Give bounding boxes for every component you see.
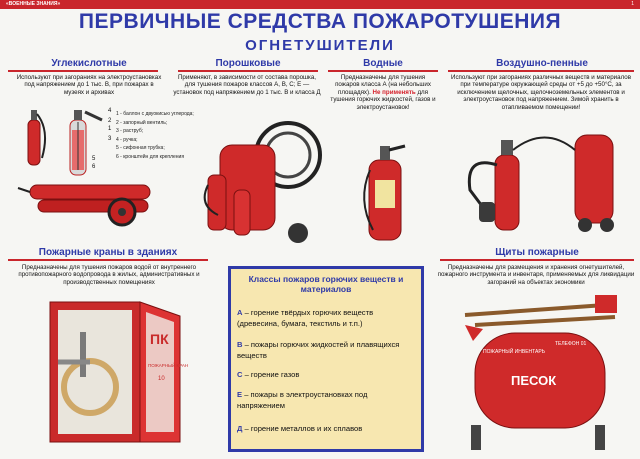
legend-text: – пожары горючих жидкостей и плавящихся веществ bbox=[237, 340, 400, 360]
section-text-co2: Используют при загораниях на электроустановках под напряжением до 1 тыс. В, при пожарах в музеях и архивах bbox=[16, 74, 162, 96]
box-sub: ПОЖАРНЫЙ ИНВЕНТАРЬ bbox=[483, 349, 546, 355]
water-text-2: для тушения горючих жидкостей, газов и электроустановок! bbox=[330, 88, 436, 111]
poster-subtitle: ОГНЕТУШИТЕЛИ bbox=[245, 37, 395, 54]
section-heading-shields: Щиты пожарные bbox=[495, 247, 579, 258]
box-tel: ТЕЛЕФОН 01 bbox=[555, 341, 587, 347]
section-text-water bbox=[330, 74, 436, 111]
part-item: 6 - кронштейн для крепления bbox=[116, 153, 185, 160]
callout-5: 5 bbox=[92, 156, 96, 162]
section-text-powder: Применяют, в зависимости от состава порошка, для тушения пожаров классов А, В, С; Е — установок под напряжением до 1 тыс. В и класса Д bbox=[173, 74, 321, 96]
fire-shield-illustration bbox=[445, 295, 635, 455]
box-label: ПЕСОК bbox=[511, 373, 557, 388]
divider bbox=[8, 70, 158, 72]
fire-hydrant-cabinet-illustration bbox=[30, 292, 190, 452]
part-item: 2 - запорный вентиль; bbox=[116, 119, 168, 126]
part-item: 5 - сифонная трубка; bbox=[116, 145, 165, 151]
legend-key: В bbox=[237, 340, 243, 349]
fire-classes-legend bbox=[228, 266, 424, 452]
water-warning: Не применять bbox=[372, 88, 416, 96]
co2-extinguishers-illustration bbox=[10, 100, 170, 230]
legend-key: А bbox=[237, 308, 243, 317]
divider bbox=[440, 259, 634, 261]
legend-key: Д bbox=[237, 424, 243, 433]
legend-row bbox=[237, 423, 417, 434]
divider bbox=[8, 259, 208, 261]
legend-row bbox=[237, 369, 417, 380]
section-text-foam: Используют при загораниях различных веществ и материалов при температуре окружающей среды от +5 до +50°С, за исключением щелочных, щелочноземельных элементов и электроустановок под напряжением. Зимой хранить в отапливаемом помещении! bbox=[451, 74, 631, 111]
series-label: «ВОЕННЫЕ ЗНАНИЯ» bbox=[6, 1, 61, 7]
legend-row bbox=[237, 389, 417, 411]
foam-extinguishers-illustration bbox=[455, 130, 635, 235]
top-bar bbox=[0, 0, 640, 9]
powder-extinguishers-illustration bbox=[198, 105, 328, 245]
part-item: 4 - ручка; bbox=[116, 136, 138, 143]
section-heading-co2: Углекислотные bbox=[51, 58, 127, 69]
callout-2: 2 bbox=[108, 118, 112, 124]
legend-text: – горение твёрдых горючих веществ (древесина, бумага, текстиль и т.п.) bbox=[237, 308, 374, 328]
legend-row bbox=[237, 339, 417, 361]
divider bbox=[328, 70, 438, 72]
cabinet-label: ПК bbox=[150, 331, 169, 347]
section-text-hydrants: Предназначены для тушения пожаров водой от внутреннего противопожарного водопровода в жилых, административных и производственных помещениях bbox=[18, 264, 200, 286]
cabinet-number: 10 bbox=[158, 376, 165, 382]
section-heading-foam: Воздушно-пенные bbox=[496, 58, 588, 69]
cabinet-text: ПОЖАРНЫЙ КРАН bbox=[148, 363, 189, 368]
legend-text: – горение металлов и их сплавов bbox=[242, 424, 363, 433]
page-number: 1 bbox=[631, 1, 634, 7]
callout-6: 6 bbox=[92, 164, 96, 170]
poster-title: ПЕРВИЧНЫЕ СРЕДСТВА ПОЖАРОТУШЕНИЯ bbox=[78, 10, 562, 33]
legend-text: – пожары в электроустановках под напряжением bbox=[237, 390, 368, 410]
callout-1: 1 bbox=[108, 126, 112, 132]
section-text-shields: Предназначены для размещения и хранения огнетушителей, пожарного инструмента и инвентаря, применяемых для ликвидации загораний на объектах экономики bbox=[437, 264, 635, 286]
callout-3: 3 bbox=[108, 136, 112, 142]
legend-row bbox=[237, 307, 417, 329]
part-item: 3 - раструб; bbox=[116, 128, 144, 134]
divider bbox=[448, 70, 634, 72]
divider bbox=[178, 70, 318, 72]
section-heading-water: Водные bbox=[363, 58, 403, 69]
water-text: Предназначены для тушения пожаров класса А (на небольших площадях). bbox=[335, 74, 431, 96]
legend-key: Е bbox=[237, 390, 243, 399]
section-heading-hydrants: Пожарные краны в зданиях bbox=[38, 247, 178, 258]
callout-4: 4 bbox=[108, 108, 112, 114]
part-item: 1 - баллон с двуокисью углерода; bbox=[116, 111, 194, 117]
legend-key: С bbox=[237, 370, 243, 379]
water-extinguisher-illustration bbox=[355, 140, 415, 245]
section-heading-powder: Порошковые bbox=[215, 58, 281, 69]
legend-title: Классы пожаров горючих веществ и материалов bbox=[248, 274, 404, 294]
legend-text: – горение газов bbox=[242, 370, 300, 379]
